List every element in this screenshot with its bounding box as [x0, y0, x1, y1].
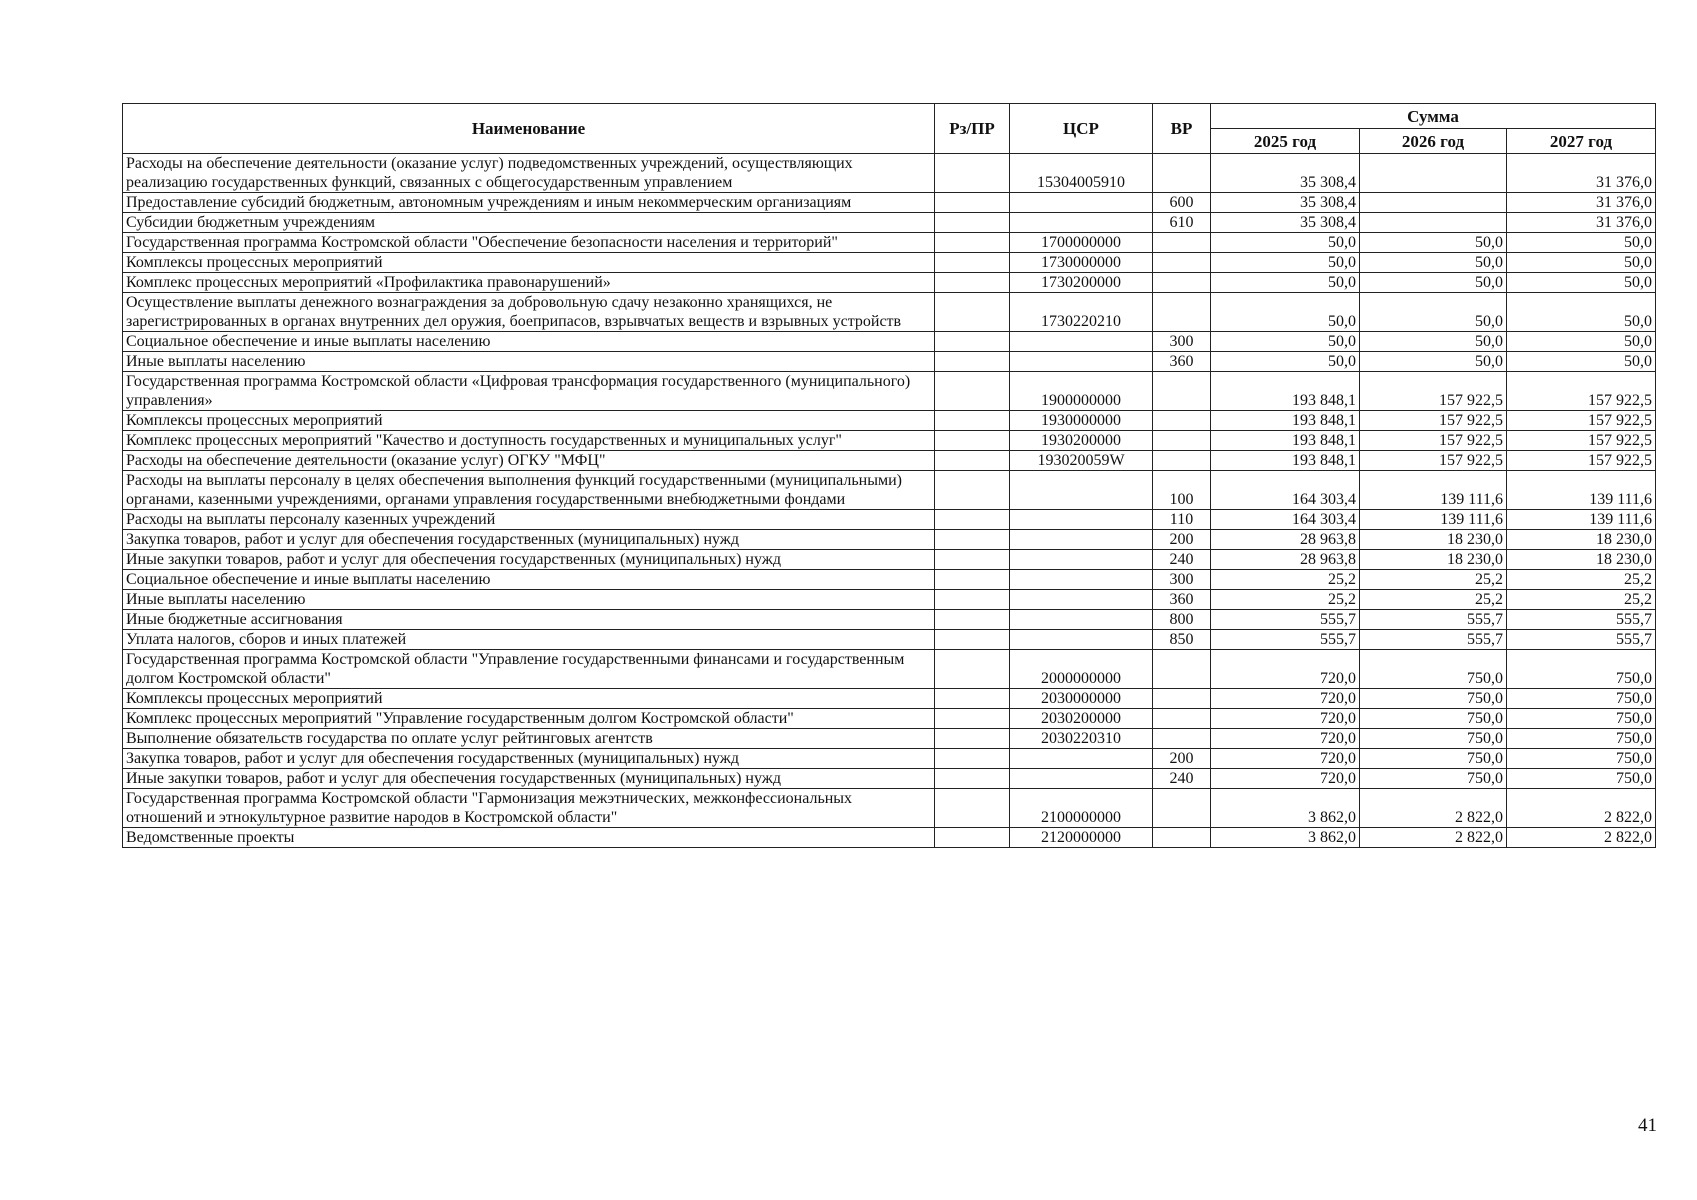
table-row: [123, 789, 1656, 828]
cell-2027: 18 230,0: [1507, 530, 1656, 550]
cell-2026: 18 230,0: [1360, 530, 1507, 550]
table-row: [123, 749, 1656, 769]
cell-rzpr: [935, 154, 1010, 193]
cell-csr: 2030200000: [1010, 709, 1153, 729]
table-row: [123, 530, 1656, 550]
cell-name: Иные закупки товаров, работ и услуг для обеспечения государственных (муниципальных) нужд: [123, 550, 935, 570]
cell-2027: 18 230,0: [1507, 550, 1656, 570]
cell-name: Субсидии бюджетным учреждениям: [123, 213, 935, 233]
cell-csr: 2100000000: [1010, 789, 1153, 828]
cell-rzpr: [935, 570, 1010, 590]
cell-2025: 50,0: [1211, 332, 1360, 352]
cell-rzpr: [935, 411, 1010, 431]
cell-2025: 35 308,4: [1211, 193, 1360, 213]
page-number: 41: [1638, 1115, 1657, 1136]
cell-rzpr: [935, 213, 1010, 233]
table-row: [123, 471, 1656, 510]
cell-vr: 360: [1153, 352, 1211, 372]
budget-table: [122, 103, 1656, 848]
header-2027: 2027 год: [1507, 129, 1656, 154]
cell-vr: 200: [1153, 749, 1211, 769]
cell-2026: 157 922,5: [1360, 451, 1507, 471]
cell-2027: 157 922,5: [1507, 411, 1656, 431]
table-row: [123, 610, 1656, 630]
cell-rzpr: [935, 471, 1010, 510]
header-2026: 2026 год: [1360, 129, 1507, 154]
cell-2025: 25,2: [1211, 570, 1360, 590]
table-row: [123, 193, 1656, 213]
cell-csr: [1010, 332, 1153, 352]
table-row: [123, 273, 1656, 293]
cell-csr: [1010, 769, 1153, 789]
cell-2026: 750,0: [1360, 650, 1507, 689]
cell-rzpr: [935, 610, 1010, 630]
cell-vr: [1153, 253, 1211, 273]
header-sum: Сумма: [1211, 104, 1656, 129]
table-row: [123, 233, 1656, 253]
cell-csr: 2000000000: [1010, 650, 1153, 689]
cell-2027: 750,0: [1507, 650, 1656, 689]
cell-csr: [1010, 630, 1153, 650]
table-row: [123, 213, 1656, 233]
cell-rzpr: [935, 510, 1010, 530]
cell-name: Расходы на выплаты персоналу казенных учреждений: [123, 510, 935, 530]
cell-name: Комплексы процессных мероприятий: [123, 253, 935, 273]
cell-2025: 50,0: [1211, 233, 1360, 253]
cell-2027: 555,7: [1507, 630, 1656, 650]
cell-2025: 50,0: [1211, 352, 1360, 372]
cell-2027: 750,0: [1507, 689, 1656, 709]
header-2025: 2025 год: [1211, 129, 1360, 154]
cell-csr: [1010, 550, 1153, 570]
cell-vr: 610: [1153, 213, 1211, 233]
cell-2025: 720,0: [1211, 709, 1360, 729]
cell-name: Государственная программа Костромской области "Управление государственными финансами и государственным долгом Костромской области": [123, 650, 935, 689]
cell-vr: [1153, 293, 1211, 332]
cell-rzpr: [935, 789, 1010, 828]
cell-name: Уплата налогов, сборов и иных платежей: [123, 630, 935, 650]
cell-2026: 25,2: [1360, 570, 1507, 590]
cell-2027: 157 922,5: [1507, 372, 1656, 411]
cell-rzpr: [935, 273, 1010, 293]
cell-csr: [1010, 610, 1153, 630]
cell-2025: 50,0: [1211, 253, 1360, 273]
cell-2026: [1360, 193, 1507, 213]
cell-2027: 139 111,6: [1507, 510, 1656, 530]
cell-vr: 110: [1153, 510, 1211, 530]
cell-2027: 25,2: [1507, 590, 1656, 610]
cell-rzpr: [935, 253, 1010, 273]
cell-vr: [1153, 154, 1211, 193]
table-row: [123, 590, 1656, 610]
cell-2025: 50,0: [1211, 273, 1360, 293]
cell-csr: 2120000000: [1010, 828, 1153, 848]
cell-rzpr: [935, 689, 1010, 709]
budget-table-sheet: [122, 103, 1655, 848]
cell-2026: 750,0: [1360, 709, 1507, 729]
cell-2025: 193 848,1: [1211, 372, 1360, 411]
cell-name: Комплекс процессных мероприятий "Качество и доступность государственных и муниципальных услуг": [123, 431, 935, 451]
cell-rzpr: [935, 193, 1010, 213]
cell-rzpr: [935, 709, 1010, 729]
cell-csr: [1010, 352, 1153, 372]
cell-2026: 50,0: [1360, 253, 1507, 273]
cell-name: Социальное обеспечение и иные выплаты населению: [123, 332, 935, 352]
cell-2026: 750,0: [1360, 689, 1507, 709]
cell-2025: 164 303,4: [1211, 510, 1360, 530]
cell-csr: 1730220210: [1010, 293, 1153, 332]
cell-vr: [1153, 411, 1211, 431]
cell-vr: 800: [1153, 610, 1211, 630]
cell-rzpr: [935, 352, 1010, 372]
cell-vr: [1153, 709, 1211, 729]
table-row: [123, 709, 1656, 729]
cell-2026: 50,0: [1360, 352, 1507, 372]
cell-2025: 193 848,1: [1211, 431, 1360, 451]
cell-2026: 555,7: [1360, 630, 1507, 650]
cell-vr: [1153, 233, 1211, 253]
cell-vr: [1153, 431, 1211, 451]
table-row: [123, 550, 1656, 570]
cell-2026: 157 922,5: [1360, 411, 1507, 431]
cell-2025: 50,0: [1211, 293, 1360, 332]
cell-name: Комплексы процессных мероприятий: [123, 411, 935, 431]
table-row: [123, 293, 1656, 332]
cell-2027: 157 922,5: [1507, 451, 1656, 471]
cell-name: Закупка товаров, работ и услуг для обеспечения государственных (муниципальных) нужд: [123, 749, 935, 769]
cell-name: Иные бюджетные ассигнования: [123, 610, 935, 630]
header-vr: ВР: [1153, 104, 1211, 154]
cell-2025: 555,7: [1211, 610, 1360, 630]
cell-2026: 50,0: [1360, 273, 1507, 293]
cell-vr: 300: [1153, 332, 1211, 352]
cell-2025: 35 308,4: [1211, 213, 1360, 233]
cell-rzpr: [935, 451, 1010, 471]
cell-rzpr: [935, 828, 1010, 848]
cell-rzpr: [935, 233, 1010, 253]
table-row: [123, 510, 1656, 530]
cell-2026: [1360, 213, 1507, 233]
table-row: [123, 431, 1656, 451]
cell-rzpr: [935, 769, 1010, 789]
cell-name: Закупка товаров, работ и услуг для обеспечения государственных (муниципальных) нужд: [123, 530, 935, 550]
cell-csr: [1010, 193, 1153, 213]
table-row: [123, 828, 1656, 848]
cell-csr: [1010, 570, 1153, 590]
cell-name: Осуществление выплаты денежного вознаграждения за добровольную сдачу незаконно хранящихся, не зарегистрированных в органах внутренних дел оружия, боеприпасов, взрывчатых веществ и взрывных устройств: [123, 293, 935, 332]
table-header: [123, 104, 1656, 154]
cell-vr: 240: [1153, 550, 1211, 570]
cell-vr: 200: [1153, 530, 1211, 550]
cell-2026: 18 230,0: [1360, 550, 1507, 570]
cell-rzpr: [935, 431, 1010, 451]
cell-csr: 2030000000: [1010, 689, 1153, 709]
cell-vr: [1153, 650, 1211, 689]
cell-2026: 50,0: [1360, 233, 1507, 253]
cell-2027: 31 376,0: [1507, 193, 1656, 213]
cell-vr: 360: [1153, 590, 1211, 610]
table-row: [123, 451, 1656, 471]
cell-2026: 2 822,0: [1360, 789, 1507, 828]
table-body: [123, 154, 1656, 848]
cell-csr: [1010, 590, 1153, 610]
header-name: Наименование: [123, 104, 935, 154]
cell-csr: 1730200000: [1010, 273, 1153, 293]
cell-csr: 1700000000: [1010, 233, 1153, 253]
table-row: [123, 352, 1656, 372]
cell-2027: 555,7: [1507, 610, 1656, 630]
table-row: [123, 253, 1656, 273]
table-row: [123, 411, 1656, 431]
cell-name: Иные закупки товаров, работ и услуг для обеспечения государственных (муниципальных) нужд: [123, 769, 935, 789]
table-row: [123, 769, 1656, 789]
cell-2026: 50,0: [1360, 293, 1507, 332]
cell-2027: 157 922,5: [1507, 431, 1656, 451]
cell-2026: 139 111,6: [1360, 471, 1507, 510]
cell-csr: 1930200000: [1010, 431, 1153, 451]
cell-2026: 157 922,5: [1360, 431, 1507, 451]
cell-csr: [1010, 471, 1153, 510]
cell-vr: [1153, 451, 1211, 471]
cell-2026: 25,2: [1360, 590, 1507, 610]
cell-2025: 720,0: [1211, 689, 1360, 709]
cell-csr: 1930000000: [1010, 411, 1153, 431]
cell-vr: 600: [1153, 193, 1211, 213]
table-row: [123, 650, 1656, 689]
cell-name: Государственная программа Костромской области "Гармонизация межэтнических, межконфессиональных отношений и этнокультурное развитие народов в Костромской области": [123, 789, 935, 828]
cell-2027: 750,0: [1507, 729, 1656, 749]
cell-csr: 1730000000: [1010, 253, 1153, 273]
cell-2025: 35 308,4: [1211, 154, 1360, 193]
cell-name: Комплекс процессных мероприятий "Управление государственным долгом Костромской области": [123, 709, 935, 729]
table-row: [123, 630, 1656, 650]
cell-2027: 750,0: [1507, 709, 1656, 729]
cell-2025: 3 862,0: [1211, 789, 1360, 828]
cell-2025: 25,2: [1211, 590, 1360, 610]
cell-2027: 2 822,0: [1507, 828, 1656, 848]
cell-csr: [1010, 749, 1153, 769]
cell-2025: 193 848,1: [1211, 411, 1360, 431]
cell-vr: [1153, 372, 1211, 411]
cell-2027: 31 376,0: [1507, 213, 1656, 233]
cell-vr: 850: [1153, 630, 1211, 650]
header-csr: ЦСР: [1010, 104, 1153, 154]
cell-csr: 1900000000: [1010, 372, 1153, 411]
cell-name: Комплексы процессных мероприятий: [123, 689, 935, 709]
cell-2026: 2 822,0: [1360, 828, 1507, 848]
cell-2027: 50,0: [1507, 233, 1656, 253]
cell-2026: 50,0: [1360, 332, 1507, 352]
cell-rzpr: [935, 749, 1010, 769]
cell-2027: 25,2: [1507, 570, 1656, 590]
cell-name: Расходы на обеспечение деятельности (оказание услуг) подведомственных учреждений, осуществляющих реализацию государственных функций, связанных с общегосударственным управлением: [123, 154, 935, 193]
cell-rzpr: [935, 630, 1010, 650]
table-row: [123, 689, 1656, 709]
cell-2027: 31 376,0: [1507, 154, 1656, 193]
cell-rzpr: [935, 590, 1010, 610]
cell-2026: 139 111,6: [1360, 510, 1507, 530]
cell-2026: 555,7: [1360, 610, 1507, 630]
cell-2027: 139 111,6: [1507, 471, 1656, 510]
cell-2027: 2 822,0: [1507, 789, 1656, 828]
cell-csr: [1010, 510, 1153, 530]
table-row: [123, 332, 1656, 352]
cell-2025: 720,0: [1211, 749, 1360, 769]
cell-rzpr: [935, 729, 1010, 749]
cell-name: Расходы на выплаты персоналу в целях обеспечения выполнения функций государственными (муниципальными) органами, казенными учреждениями, органами управления государственными внебюджетными фондами: [123, 471, 935, 510]
cell-csr: 15304005910: [1010, 154, 1153, 193]
table-row: [123, 154, 1656, 193]
cell-name: Выполнение обязательств государства по оплате услуг рейтинговых агентств: [123, 729, 935, 749]
cell-vr: 300: [1153, 570, 1211, 590]
cell-2026: [1360, 154, 1507, 193]
cell-rzpr: [935, 550, 1010, 570]
cell-2027: 50,0: [1507, 352, 1656, 372]
cell-name: Ведомственные проекты: [123, 828, 935, 848]
cell-name: Государственная программа Костромской области «Цифровая трансформация государственного (муниципального) управления»: [123, 372, 935, 411]
cell-2026: 157 922,5: [1360, 372, 1507, 411]
cell-vr: [1153, 689, 1211, 709]
cell-2027: 750,0: [1507, 769, 1656, 789]
cell-name: Социальное обеспечение и иные выплаты населению: [123, 570, 935, 590]
cell-2025: 28 963,8: [1211, 550, 1360, 570]
cell-2025: 3 862,0: [1211, 828, 1360, 848]
cell-csr: [1010, 213, 1153, 233]
cell-rzpr: [935, 332, 1010, 352]
cell-2025: 28 963,8: [1211, 530, 1360, 550]
cell-csr: 193020059W: [1010, 451, 1153, 471]
cell-name: Расходы на обеспечение деятельности (оказание услуг) ОГКУ "МФЦ": [123, 451, 935, 471]
cell-2027: 50,0: [1507, 273, 1656, 293]
cell-rzpr: [935, 293, 1010, 332]
cell-vr: [1153, 789, 1211, 828]
cell-name: Иные выплаты населению: [123, 352, 935, 372]
cell-rzpr: [935, 530, 1010, 550]
cell-name: Государственная программа Костромской области "Обеспечение безопасности населения и территорий": [123, 233, 935, 253]
header-rzpr: Рз/ПР: [935, 104, 1010, 154]
cell-2027: 50,0: [1507, 253, 1656, 273]
cell-csr: [1010, 530, 1153, 550]
cell-2026: 750,0: [1360, 769, 1507, 789]
cell-name: Иные выплаты населению: [123, 590, 935, 610]
cell-rzpr: [935, 650, 1010, 689]
cell-2025: 720,0: [1211, 729, 1360, 749]
cell-2025: 164 303,4: [1211, 471, 1360, 510]
cell-vr: [1153, 729, 1211, 749]
cell-vr: [1153, 828, 1211, 848]
cell-csr: 2030220310: [1010, 729, 1153, 749]
cell-rzpr: [935, 372, 1010, 411]
cell-vr: [1153, 273, 1211, 293]
table-row: [123, 570, 1656, 590]
cell-2027: 750,0: [1507, 749, 1656, 769]
cell-2026: 750,0: [1360, 729, 1507, 749]
table-row: [123, 372, 1656, 411]
cell-2026: 750,0: [1360, 749, 1507, 769]
cell-2025: 720,0: [1211, 650, 1360, 689]
cell-vr: 100: [1153, 471, 1211, 510]
table-row: [123, 729, 1656, 749]
cell-name: Комплекс процессных мероприятий «Профилактика правонарушений»: [123, 273, 935, 293]
cell-name: Предоставление субсидий бюджетным, автономным учреждениям и иным некоммерческим организациям: [123, 193, 935, 213]
cell-2027: 50,0: [1507, 332, 1656, 352]
cell-2025: 193 848,1: [1211, 451, 1360, 471]
cell-2025: 555,7: [1211, 630, 1360, 650]
cell-2027: 50,0: [1507, 293, 1656, 332]
cell-vr: 240: [1153, 769, 1211, 789]
cell-2025: 720,0: [1211, 769, 1360, 789]
